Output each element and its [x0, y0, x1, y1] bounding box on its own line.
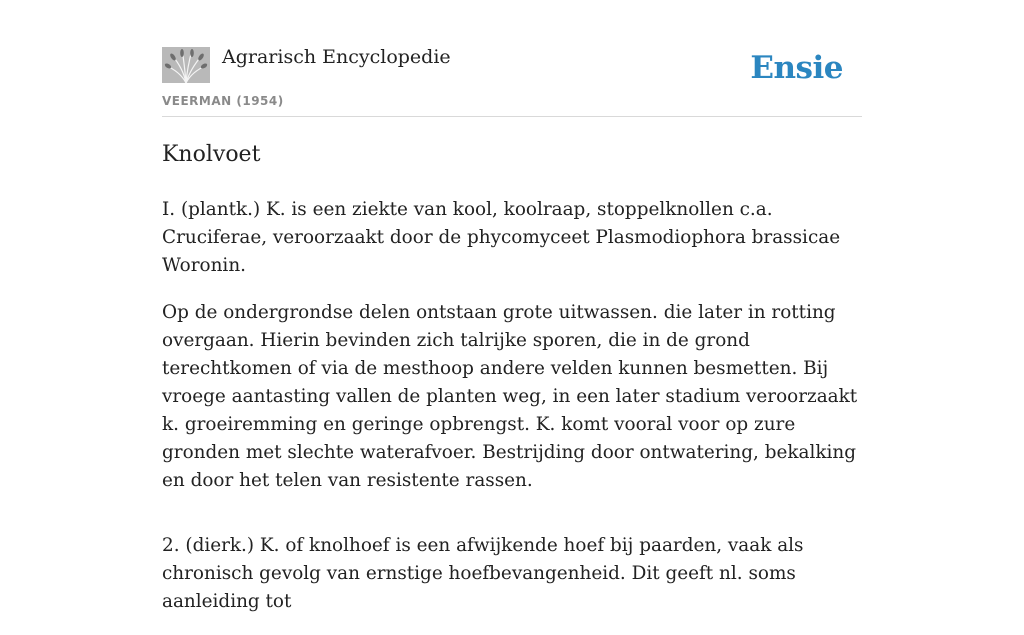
article-body [162, 140, 862, 635]
paragraph: 2. (dierk.) K. of knolhoef is een afwijkende hoef bij paarden, vaak als chronisch gevolg van ernstige hoefbevangenheid. Dit geeft nl. soms aanleiding tot [162, 535, 804, 612]
page-title: Knolvoet [162, 142, 261, 167]
source-header [162, 44, 862, 117]
author-byline: VEERMAN (1954) [162, 94, 284, 108]
brand-logo[interactable]: Ensie [750, 50, 843, 86]
source-title[interactable]: Agrarisch Encyclopedie [222, 46, 451, 68]
wheat-icon[interactable] [162, 47, 210, 83]
paragraph: I. (plantk.) K. is een ziekte van kool, koolraap, stoppelknollen c.a. Cruciferae, veroorzaakt door de phycomyceet Plasmodiophora brassicae Woronin. [162, 199, 841, 276]
paragraph: Op de ondergrondse delen ontstaan grote uitwassen. die later in rotting overgaan. Hierin bevinden zich talrijke sporen, die in de grond terechtkomen of via de mesthoop andere velden kunnen besmetten. Bij vroege aantasting vallen de planten weg, in een later stadium veroorzaakt k. groeiremming en geringe opbrengst. K. komt vooral voor op zure gronden met slechte waterafvoer. Bestrijding door ontwatering, bekalking en door het telen van resistente rassen. [162, 302, 858, 491]
